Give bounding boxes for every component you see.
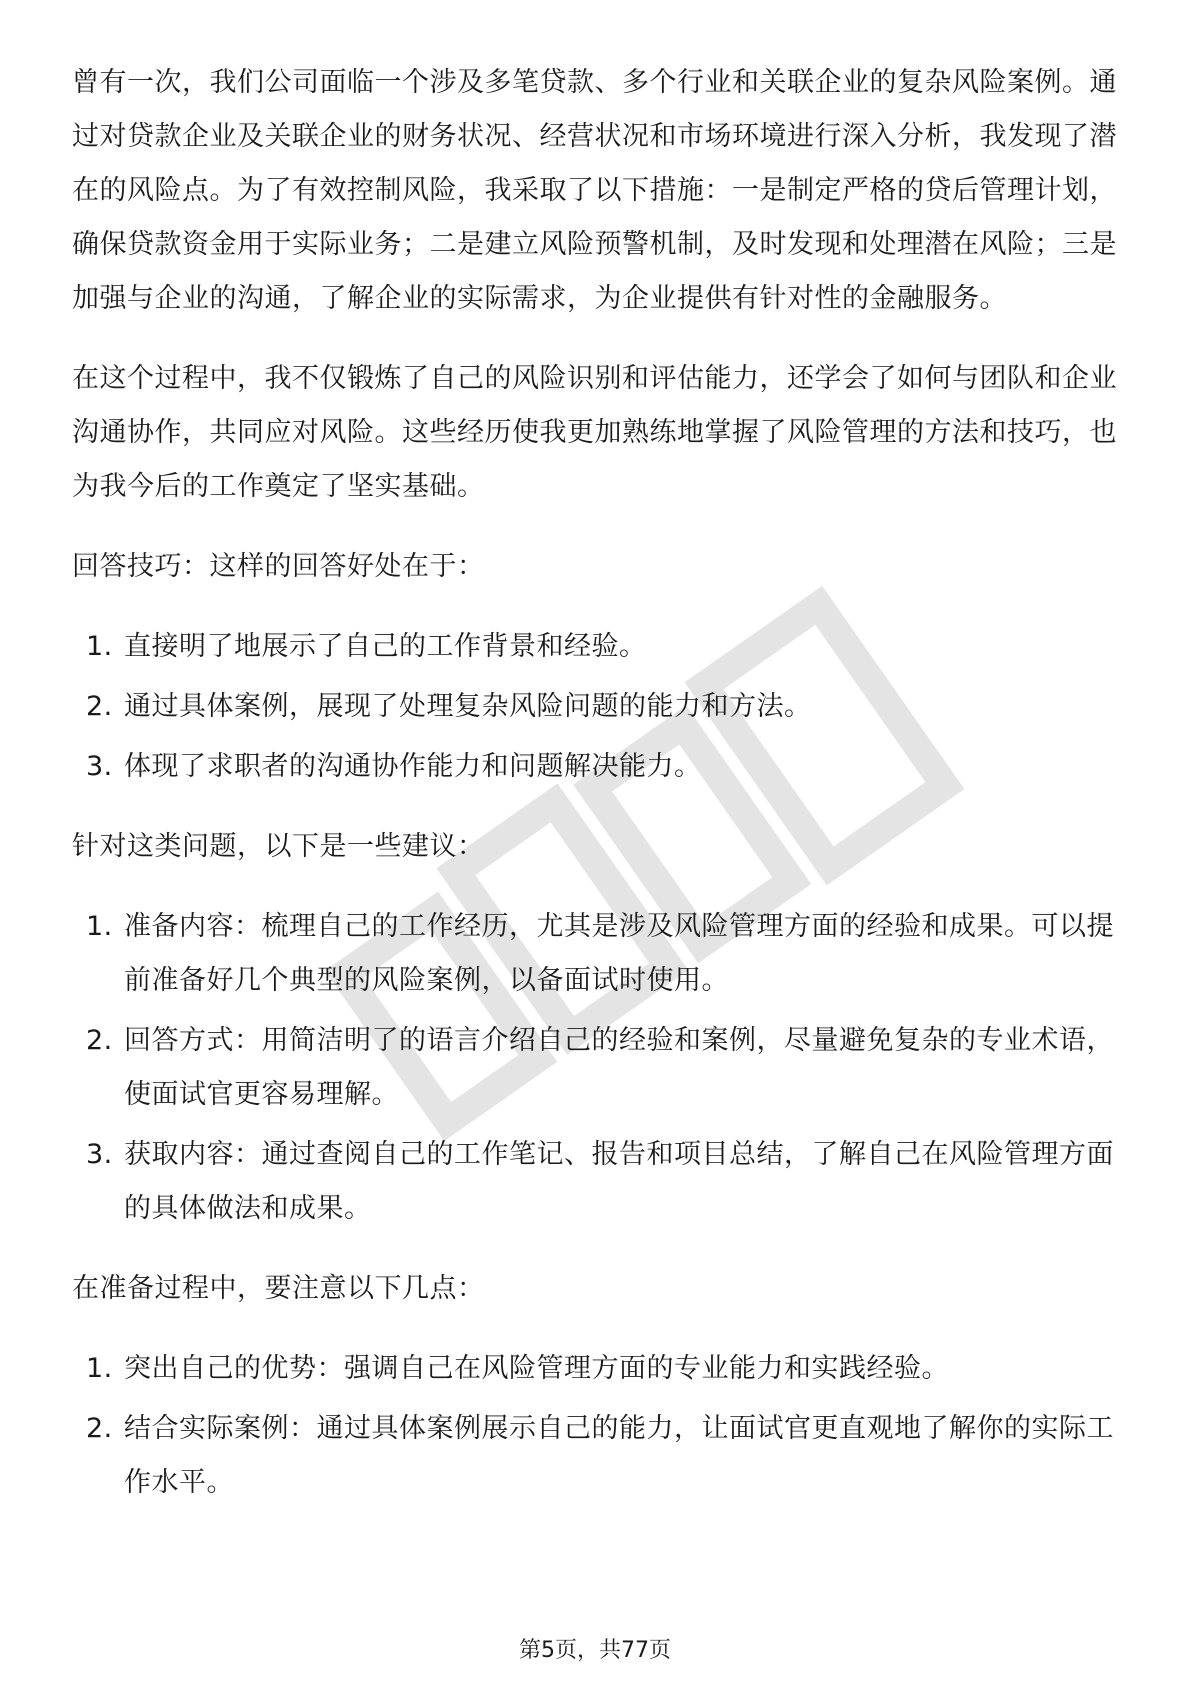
paragraph-reflection: 在这个过程中，我不仅锻炼了自己的风险识别和评估能力，还学会了如何与团队和企业沟通协作，共同应对风险。这些经历使我更加熟练地掌握了风险管理的方法和技巧，也为我今后的工作奠定了坚实基础。 [72,363,1117,502]
notes-list [72,1342,1118,1510]
suggestions-list [72,900,1118,1236]
list-text: 准备内容：梳理自己的工作经历，尤其是涉及风险管理方面的经验和成果。可以提前准备好几个典型的风险案例，以备面试时使用。 [124,911,1114,996]
list-item [72,680,1118,734]
section-heading-notes: 在准备过程中，要注意以下几点： [72,1273,485,1304]
list-number: 2. [86,691,113,722]
list-item [72,900,1118,1008]
list-text: 回答方式：用简洁明了的语言介绍自己的经验和案例，尽量避免复杂的专业术语，使面试官更容易理解。 [124,1025,1114,1110]
list-text: 体现了求职者的沟通协作能力和问题解决能力。 [124,751,702,782]
list-number: 1. [86,911,113,942]
list-text: 结合实际案例：通过具体案例展示自己的能力，让面试官更直观地了解你的实际工作水平。 [124,1413,1114,1498]
list-number: 3. [86,751,113,782]
list-item [72,1402,1118,1510]
list-number: 2. [86,1413,113,1444]
tips-list [72,620,1118,794]
list-item [72,1128,1118,1236]
list-text: 获取内容：通过查阅自己的工作笔记、报告和项目总结，了解自己在风险管理方面的具体做法和成果。 [124,1139,1114,1224]
page-footer [0,1636,1190,1666]
page-number: 第5页，共77页 [519,1638,671,1663]
list-text: 突出自己的优势：强调自己在风险管理方面的专业能力和实践经验。 [124,1353,949,1384]
list-text: 通过具体案例，展现了处理复杂风险问题的能力和方法。 [124,691,812,722]
document-body [72,56,1118,1536]
list-item [72,740,1118,794]
section-heading-suggestions: 针对这类问题，以下是一些建议： [72,831,485,862]
list-number: 1. [86,631,113,662]
paragraph-case-story: 曾有一次，我们公司面临一个涉及多笔贷款、多个行业和关联企业的复杂风险案例。通过对贷款企业及关联企业的财务状况、经营状况和市场环境进行深入分析，我发现了潜在的风险点。为了有效控制风险，我采取了以下措施：一是制定严格的贷后管理计划，确保贷款资金用于实际业务；二是建立风险预警机制，及时发现和处理潜在风险；三是加强与企业的沟通，了解企业的实际需求，为企业提供有针对性的金融服务。 [72,67,1117,314]
list-text: 直接明了地展示了自己的工作背景和经验。 [124,631,647,662]
section-heading-tips: 回答技巧：这样的回答好处在于： [72,551,485,582]
list-number: 1. [86,1353,113,1384]
list-item [72,620,1118,674]
list-item [72,1342,1118,1396]
list-number: 3. [86,1139,113,1170]
list-item [72,1014,1118,1122]
list-number: 2. [86,1025,113,1056]
